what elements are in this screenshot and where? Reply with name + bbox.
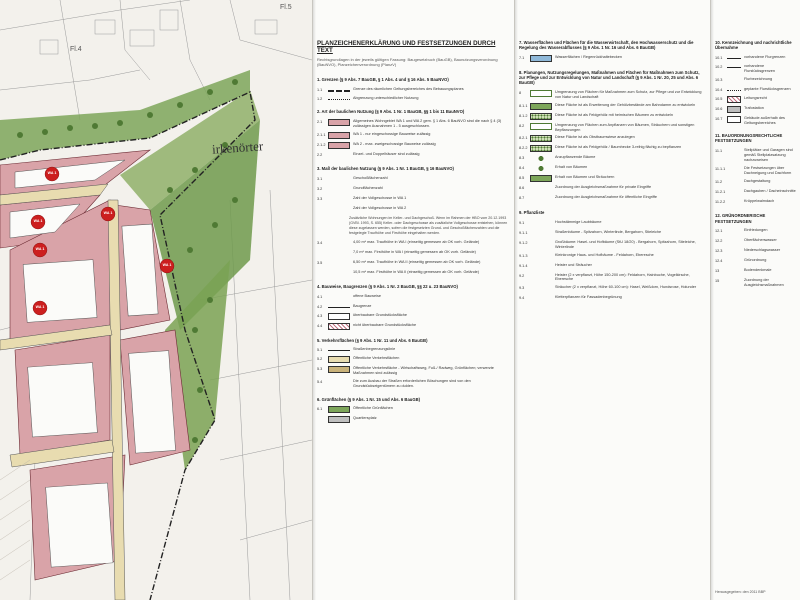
legend-section-heading: 10. Kennzeichnung und nachrichtliche Übernahme bbox=[715, 40, 792, 51]
street-name-label: irkenörter bbox=[211, 138, 264, 157]
legend-row bbox=[313, 303, 514, 312]
legend-row bbox=[515, 164, 710, 174]
legend-description: 6,50 m* max. Traufhöhe in WA II (einseitig gemessen ab OK vorh. Gelände) bbox=[353, 259, 481, 264]
legend-number: 8 bbox=[519, 90, 522, 95]
legend-number: 4.3 bbox=[317, 314, 323, 319]
legend-number: 2.1.2 bbox=[317, 142, 326, 147]
legend-symbol bbox=[530, 230, 552, 237]
legend-row bbox=[313, 204, 514, 214]
legend-row bbox=[515, 121, 710, 134]
legend-description: Öffentliche Grünflächen bbox=[353, 406, 393, 411]
legend-number: 12.2 bbox=[715, 239, 723, 244]
legend-symbol bbox=[328, 313, 350, 320]
legend-symbol bbox=[727, 278, 741, 285]
legend-symbol bbox=[727, 228, 741, 235]
legend-description: Die Festsetzungen über Dachneigung und Dachform bbox=[744, 165, 792, 175]
legend-symbol bbox=[530, 253, 552, 260]
legend-symbol bbox=[530, 55, 552, 62]
legend-symbol bbox=[328, 260, 350, 267]
legend-row bbox=[313, 194, 514, 204]
legend-description: Abgrenzung unterschiedlicher Nutzung bbox=[353, 95, 419, 100]
legend-row bbox=[515, 101, 710, 111]
legend-description: Flurbezeichnung bbox=[744, 76, 773, 81]
legend-symbol bbox=[328, 186, 350, 193]
legend-row bbox=[313, 117, 514, 130]
legend-description: Diese Fläche ist als Feldgehölz / Baumhecke 3-reihig flächig zu bepflanzen bbox=[555, 145, 682, 150]
legend-symbol bbox=[328, 206, 350, 213]
legend-description: Oberflächenwasser bbox=[744, 238, 777, 243]
legend-row bbox=[711, 147, 800, 165]
legend-row bbox=[515, 154, 710, 164]
legend-number: 9.4 bbox=[519, 296, 525, 301]
parcel-label: Fl.5 bbox=[280, 4, 292, 11]
legend-number: 10.2 bbox=[715, 65, 723, 69]
legend-row bbox=[711, 257, 800, 267]
legend-symbol bbox=[530, 285, 552, 292]
legend-row bbox=[313, 238, 514, 248]
legend-row bbox=[313, 150, 514, 160]
legend-description: Erhalt von Bäumen und Sträuchern bbox=[555, 175, 615, 180]
legend-symbol bbox=[328, 142, 350, 149]
legend-number: 5.1 bbox=[317, 348, 323, 353]
wa-zone-marker-label: WA 1 bbox=[103, 211, 113, 215]
legend-row bbox=[313, 378, 514, 391]
legend-row bbox=[515, 271, 710, 284]
legend-symbol bbox=[727, 189, 741, 196]
legend-number: 11.2.1 bbox=[715, 189, 726, 194]
legend-row bbox=[711, 54, 800, 63]
legend-row bbox=[711, 267, 800, 277]
legend-number: 8.2.1 bbox=[519, 136, 528, 141]
legend-row bbox=[711, 187, 800, 197]
legend-number bbox=[317, 250, 328, 251]
legend-number: 15 bbox=[715, 279, 720, 284]
legend-number: 9.3 bbox=[519, 286, 525, 291]
legend-description: Diese Fläche ist als Obstbaumwiese anzulegen bbox=[555, 135, 635, 140]
legend-number: 12.4 bbox=[715, 259, 723, 264]
legend-symbol bbox=[727, 268, 741, 275]
legend-number: 9.1.3 bbox=[519, 253, 528, 258]
legend-sections-b bbox=[515, 34, 710, 304]
legend-number: 7.1 bbox=[519, 56, 525, 60]
legend-description: Zuordnung der Ausgleichsmaßnahme für öffentliche Eingriffe bbox=[555, 195, 658, 200]
legend-row bbox=[515, 238, 710, 251]
legend-symbol bbox=[328, 240, 350, 247]
legend-symbol bbox=[328, 152, 350, 159]
legend-symbol bbox=[530, 155, 552, 162]
legend-row bbox=[711, 227, 800, 237]
legend-symbol bbox=[530, 273, 552, 280]
legend-symbol bbox=[727, 96, 741, 103]
legend-number: 9.2 bbox=[519, 273, 525, 278]
legend-description: Kletterpflanzen für Fassadenbegrünung bbox=[555, 295, 622, 300]
legend-description: Stellplätze und Garagen sind gemäß Stellplatzsatzung nachzuweisen bbox=[744, 148, 793, 163]
legend-row bbox=[711, 197, 800, 207]
legend-description: Gebäude außerhalb des Geltungsbereiches bbox=[744, 115, 785, 125]
legend-description: vorhandene Flurgrenzen bbox=[744, 55, 786, 59]
legend-row bbox=[515, 284, 710, 294]
legend-symbol bbox=[328, 90, 350, 92]
legend-row bbox=[711, 164, 800, 177]
legend-description: Straßenbäume - Spitzahorn, Winterlinde, Bergahorn, Stieleiche bbox=[555, 229, 662, 234]
legend-section-heading: 11. BAUORDNUNGSRECHTLICHE FESTSETZUNGEN bbox=[715, 133, 783, 144]
legend-description: Umgrenzung von Flächen zum Anpflanzen von Bäumen, Sträuchern und sonstigen Bepflanzungen bbox=[555, 122, 695, 132]
legend-description: Quartiersplatz bbox=[353, 416, 377, 421]
legend-number: 5.4 bbox=[317, 380, 323, 385]
legend-number: 13 bbox=[715, 269, 720, 274]
legend-symbol bbox=[727, 106, 741, 113]
legend-symbol bbox=[727, 166, 741, 173]
legend-symbol bbox=[530, 240, 552, 247]
legend-description: Bodendenkmale bbox=[744, 268, 772, 273]
legend-row bbox=[515, 218, 710, 228]
legend-symbol bbox=[328, 307, 350, 308]
legend-description: Erhalt von Bäumen bbox=[555, 165, 588, 170]
legend-symbol bbox=[727, 148, 741, 155]
legend-description: Hochstämmige Laubbäume bbox=[555, 219, 602, 224]
legend-number: 9.1 bbox=[519, 220, 525, 225]
legend-description: Öffentliche Verkehrsflächen bbox=[353, 356, 400, 361]
legend-description: Zuordnung der Ausgleichsmaßnahmen bbox=[744, 278, 784, 288]
legend-number: 8.3 bbox=[519, 156, 525, 161]
legend-row bbox=[711, 104, 800, 114]
legend-symbol bbox=[328, 99, 350, 100]
legend-row bbox=[711, 237, 800, 247]
legend-description: Umgrenzung von Flächen für Maßnahmen zum Schutz, zur Pflege und zur Entwicklung von Natur und Landschaft bbox=[555, 89, 702, 99]
legend-row bbox=[313, 312, 514, 322]
legend-symbol bbox=[530, 123, 552, 130]
legend-number: 6.1 bbox=[317, 407, 323, 412]
legend-number: 10.5 bbox=[715, 96, 723, 101]
legend-section-heading: 9. Pflanzliste bbox=[519, 209, 545, 215]
legend-symbol bbox=[328, 196, 350, 203]
legend-row bbox=[313, 355, 514, 365]
legend-number: 1.2 bbox=[317, 96, 323, 101]
legend-row bbox=[313, 94, 514, 103]
wa-zone-marker-label: WA 1 bbox=[162, 263, 172, 267]
legend-symbol bbox=[530, 295, 552, 302]
legend-section-heading: 3. Maß der baulichen Nutzung (§ 9 Abs. 1 Nr. 1 BauGB, § 16 BauNVO) bbox=[317, 166, 454, 172]
legend-number: 3.4 bbox=[317, 240, 323, 245]
legend-description: Geschoßflächenzahl bbox=[353, 175, 388, 180]
legend-number: 11.2.2 bbox=[715, 199, 726, 204]
legend-number bbox=[317, 416, 328, 417]
legend-row bbox=[313, 258, 514, 268]
legend-description: Öffentliche Verkehrsfläche - Wirtschaftsweg, Fuß-/ Radweg, Grünflächen; verwerzte Maßnahmen sind zulässig bbox=[353, 366, 494, 376]
legend-number: 9.1.4 bbox=[519, 263, 528, 268]
legend-description: vorhandene Flurstücksgrenzen bbox=[744, 64, 776, 73]
legend-description: Kleinkronige Haus- und Hofbäume - Feldahorn, Eberesche bbox=[555, 252, 654, 257]
legend-number: 2.1.1 bbox=[317, 132, 326, 137]
legend-row bbox=[313, 248, 514, 258]
legend-description: Die zum Ausbau der Straßen erforderlichen Böschungen sind von den Grundstückseigentümern zu dulden. bbox=[353, 379, 471, 389]
legend-symbol bbox=[530, 103, 552, 110]
legend-row bbox=[515, 144, 710, 154]
legend-number bbox=[317, 206, 328, 207]
legend-row bbox=[711, 94, 800, 104]
legend-description: Großbäume: Hasel- und Hofbäume (StU 18/20) - Bergahorn, Spitzahorn, Stieleiche, Winterlinde bbox=[555, 239, 696, 249]
legend-description: Diese Fläche ist als Erweiterung der Gehölzbestände am Bahndamm zu entwickeln bbox=[555, 102, 696, 107]
legend-symbol bbox=[530, 135, 552, 142]
legend-symbol bbox=[328, 294, 350, 301]
legend-row bbox=[313, 322, 514, 332]
legend-number: 8.1.2 bbox=[519, 113, 528, 118]
legend-description: Diese Fläche ist als Feldgehölz mit heimischen Bäumen zu entwickeln bbox=[555, 112, 673, 117]
legend-symbol bbox=[328, 379, 350, 386]
legend-description: Grundflächenzahl bbox=[353, 185, 383, 190]
legend-row bbox=[515, 134, 710, 144]
legend-number: 2.2 bbox=[317, 152, 323, 157]
legend-row bbox=[515, 54, 710, 64]
legend-section-heading: 5. Verkehrsflächen (§ 9 Abs. 1 Nr. 11 und Abs. 6 BauGB) bbox=[317, 337, 428, 343]
legend-number: 11.1 bbox=[715, 149, 723, 154]
plan-drawing bbox=[0, 0, 312, 600]
legend-symbol bbox=[328, 416, 350, 423]
legend-symbol bbox=[727, 90, 741, 91]
legend-symbol bbox=[530, 165, 552, 172]
legend-row bbox=[313, 130, 514, 140]
legend-row bbox=[515, 111, 710, 121]
legend-description: überbaubare Grundstücksfläche bbox=[353, 313, 408, 318]
legend-row bbox=[515, 184, 710, 194]
legend-row bbox=[313, 415, 514, 425]
legend-symbol bbox=[530, 263, 552, 270]
legend-number: 4.1 bbox=[317, 295, 323, 300]
legend-section-heading: 6. Grünflächen (§ 9 Abs. 1 Nr. 15 und Abs. 6 BauGB) bbox=[317, 396, 421, 402]
legend-row bbox=[515, 294, 710, 304]
legend-row bbox=[711, 75, 800, 85]
legend-row bbox=[313, 293, 514, 303]
legend-description: Baugrenze bbox=[353, 304, 372, 309]
legend-description: Dachgestaltung bbox=[744, 178, 771, 183]
legend-symbol bbox=[727, 248, 741, 255]
legend-number: 5.3 bbox=[317, 367, 323, 372]
legend-sections-a bbox=[313, 71, 514, 425]
legend-row bbox=[515, 88, 710, 101]
legend-symbol bbox=[530, 175, 552, 182]
legend-description: Heister (2 x verpflanzt, Höhe 150-200 cm): Feldahorn, Hainbuche, Vogelkirsche, Eberesche bbox=[555, 272, 690, 282]
legend-number: 8.7 bbox=[519, 196, 525, 201]
legend-panel-3 bbox=[710, 0, 800, 600]
legend-number: 8.1.1 bbox=[519, 103, 528, 108]
legend-row bbox=[515, 251, 710, 261]
legend-section-heading: 12. GRÜNORDNERISCHE FESTSETZUNGEN bbox=[715, 213, 766, 224]
legend-symbol bbox=[328, 270, 350, 277]
legend-description: Sträucher (2 x verpflanzt, Höhe 60-100 cm): Hasel, Weißdorn, Hundsrose, Holunder bbox=[555, 285, 697, 290]
legend-symbol bbox=[328, 323, 350, 330]
legend-number: 9.1.2 bbox=[519, 240, 528, 245]
legend-row bbox=[313, 174, 514, 184]
legend-symbol bbox=[328, 132, 350, 139]
legend-row bbox=[313, 346, 514, 355]
wa-zone-marker-label: WA 1 bbox=[33, 219, 43, 223]
legend-number: 10.6 bbox=[715, 106, 723, 111]
legend-row bbox=[515, 194, 710, 204]
legend-symbol bbox=[328, 350, 350, 351]
legend-description: 7,0 m* max. Firsthöhe in WA I (einseitig gemessen ab OK vorh. Gelände) bbox=[353, 249, 476, 254]
bottom-note: Herausgegeben: den 2011 BBP bbox=[715, 590, 766, 594]
legend-number: 10.4 bbox=[715, 87, 723, 92]
legend-description: Zahl der Vollgeschosse in WA 1 bbox=[353, 195, 407, 200]
legend-symbol bbox=[727, 77, 741, 84]
legend-row bbox=[711, 177, 800, 187]
legend-section-heading: 2. Art der baulichen Nutzung (§ 9 Abs. 1 Nr. 1 BauGB, §§ 1 bis 11 BauNVO) bbox=[317, 109, 465, 115]
legend-symbol bbox=[328, 406, 350, 413]
legend-symbol bbox=[530, 185, 552, 192]
legend-number: 8.2 bbox=[519, 123, 525, 128]
legend-symbol bbox=[530, 220, 552, 227]
legend-panel-2 bbox=[514, 0, 710, 600]
legend-row bbox=[313, 184, 514, 194]
legend-number: 8.2.2 bbox=[519, 146, 528, 151]
legend-description: Grünordnung bbox=[744, 258, 767, 263]
legend-description: WA 2 - max. zweigeschossige Bauweise zulässig bbox=[353, 141, 436, 146]
legend-number: 10.7 bbox=[715, 116, 723, 121]
legend-row bbox=[313, 405, 514, 415]
legend-symbol bbox=[727, 179, 741, 186]
legend-description: WA 1 - nur eingeschossige Bauweise zulässig bbox=[353, 131, 431, 136]
legend-number: 2.1 bbox=[317, 119, 323, 124]
legend-number: 12.3 bbox=[715, 249, 723, 254]
legend-number: 1.1 bbox=[317, 87, 323, 92]
legend-row bbox=[711, 247, 800, 257]
legend-row bbox=[515, 261, 710, 271]
legend-description: Zahl der Vollgeschosse in WA 2 bbox=[353, 205, 407, 210]
legend-number: 10.3 bbox=[715, 77, 723, 82]
legend-symbol bbox=[530, 90, 552, 97]
legend-row bbox=[313, 85, 514, 94]
legend-number: 5.2 bbox=[317, 357, 323, 362]
legend-row bbox=[313, 140, 514, 150]
legend-panel-1 bbox=[312, 0, 514, 600]
legend-number: 3.2 bbox=[317, 186, 323, 191]
legend-description: Dachgauben / Dacheinschnitte bbox=[744, 188, 796, 193]
legend-number: 11.1.1 bbox=[715, 166, 726, 171]
legend-symbol bbox=[530, 113, 552, 120]
legend-description: Einzel- und Doppelhäuser sind zulässig bbox=[353, 151, 420, 156]
legend-number: 3.3 bbox=[317, 196, 323, 201]
legend-symbol bbox=[727, 199, 741, 206]
legend-description: Leitungsrecht bbox=[744, 95, 767, 100]
legend-row bbox=[711, 85, 800, 94]
legend-description: Trafostation bbox=[744, 105, 764, 110]
legend-number: 3.1 bbox=[317, 176, 323, 181]
legend-description: geplante Flurstücksgrenzen bbox=[744, 86, 791, 91]
legend-description: Straßenbegrenzungslinie bbox=[353, 347, 396, 352]
legend-description: 10,5 m* max. Firsthöhe in WA II (einseitig gemessen ab OK vorh. Gelände) bbox=[353, 269, 480, 274]
legend-row bbox=[313, 365, 514, 378]
legend-symbol bbox=[530, 195, 552, 202]
legend-description: Einfriedungen bbox=[744, 228, 768, 233]
legend-symbol bbox=[727, 67, 741, 68]
legend-sections-c bbox=[711, 34, 800, 290]
legend-number: 10.1 bbox=[715, 56, 723, 60]
legend-number: 4.4 bbox=[317, 324, 323, 329]
legend-description: Zuordnung der Ausgleichsmaßnahme für private Eingriffe bbox=[555, 185, 652, 190]
legend-symbol bbox=[328, 250, 350, 257]
legend-symbol bbox=[727, 258, 741, 265]
legend-paragraph: Zusätzliche Wohnungen im Keller- und Dachgeschoß. Wenn im Rahmen der HBO vom 20.12.1993 (GVBl. 1993, S. 655) Keller- oder Dachgeschosse als zusätzliche Vollgeschosse entstehen, können diese zugelassen werden, sofern die festgesetzten Grund- und Geschoßflächenzahlen und die festgelegte Traufhöhe und Firsthöhe eingehalten werden. bbox=[349, 216, 508, 235]
legend-title: PLANZEICHENERKLÄRUNG UND FESTSETZUNGEN DURCH TEXT bbox=[317, 40, 496, 55]
legend-description: Heister und Sträucher bbox=[555, 262, 592, 267]
legend-row bbox=[711, 277, 800, 290]
legend-description: nicht überbaubare Grundstücksfläche bbox=[353, 323, 417, 328]
legend-number: 8.5 bbox=[519, 176, 525, 181]
legend-number: 11.2 bbox=[715, 179, 723, 184]
legend-description: Niederschlagswasser bbox=[744, 248, 781, 253]
legend-symbol bbox=[328, 356, 350, 363]
legend-description: 4,00 m* max. Traufhöhe in WA I (einseitig gemessen ab OK vorh. Gelände) bbox=[353, 239, 480, 244]
legend-symbol bbox=[328, 366, 350, 373]
legend-symbol bbox=[328, 119, 350, 126]
legend-symbol bbox=[530, 145, 552, 152]
legend-row bbox=[313, 268, 514, 278]
site-plan-map bbox=[0, 0, 312, 600]
legend-number: 8.6 bbox=[519, 186, 525, 191]
legend-row bbox=[515, 174, 710, 184]
wa-zone-marker-label: WA 1 bbox=[35, 305, 45, 309]
legend-number: 9.1.1 bbox=[519, 230, 528, 235]
legend-description: Grenze des räumlichen Geltungsbereiches des Bebauungsplanes bbox=[353, 86, 464, 91]
legend-number: 4.2 bbox=[317, 305, 323, 310]
legend-subtitle: Rechtsgrundlagen in der jeweils gültigen Fassung: Baugesetzbuch (BauGB), Baunutzungsverordnung (BauNVO), Planzeichenverordnung (PlanzV) bbox=[317, 56, 498, 67]
legend-section-heading: 4. Bauweise, Baugrenzen (§ 9 Abs. 1 Nr. 2 BauGB, §§ 22 u. 23 BauNVO) bbox=[317, 284, 458, 290]
legend-description: Krüppelwalmdach bbox=[744, 198, 775, 203]
legend-description: Anzupflanzende Bäume bbox=[555, 155, 596, 160]
legend-symbol bbox=[727, 58, 741, 59]
legend-symbol bbox=[727, 238, 741, 245]
legend-symbol bbox=[328, 176, 350, 183]
wa-zone-marker-label: WA 1 bbox=[35, 247, 45, 251]
wa-zone-marker-label: WA 1 bbox=[47, 171, 57, 175]
legend-row bbox=[515, 228, 710, 238]
legend-section-heading: 8. Planungen, Nutzungsregelungen, Maßnahmen und Flächen für Maßnahmen zum Schutz, zur Pflege und zur Entwicklung von Natur und Landschaft (§ 9 Abs. 1 Nr. 20, 25 und Abs. 6 BauGB) bbox=[519, 69, 700, 85]
legend-number: 12.1 bbox=[715, 229, 723, 234]
legend-description: offene Bauweise bbox=[353, 294, 382, 299]
legend-row bbox=[711, 114, 800, 127]
legend-number bbox=[317, 270, 328, 271]
legend-number: 8.4 bbox=[519, 166, 525, 171]
legend-symbol bbox=[727, 116, 741, 123]
legend-section-heading: 1. Grenzen (§ 9 Abs. 7 BauGB, § 1 Abs. 4 und § 16 Abs. 5 BauNVO) bbox=[317, 76, 449, 82]
legend-number: 3.5 bbox=[317, 260, 323, 265]
legend-description: Allgemeines Wohngebiet WA 1 und WA 2 gem. § 1 Abs. 6 BauNVO sind die nach § 4 (3) zulässigen Ausnahmen 1 - 5 ausgeschlossen. bbox=[353, 118, 502, 128]
legend-description: Wasserflächen / Regenrückhaltebecken bbox=[555, 55, 622, 59]
legend-section-heading: 7. Wasserflächen und Flächen für die Wasserwirtschaft, den Hochwasserschutz und die Regelung des Wasserabflusses (§ 9 Abs. 1 Nr. 16 und Abs. 6 BauGB) bbox=[519, 40, 694, 51]
parcel-label: Fl.4 bbox=[70, 46, 82, 53]
legend-row bbox=[711, 63, 800, 76]
